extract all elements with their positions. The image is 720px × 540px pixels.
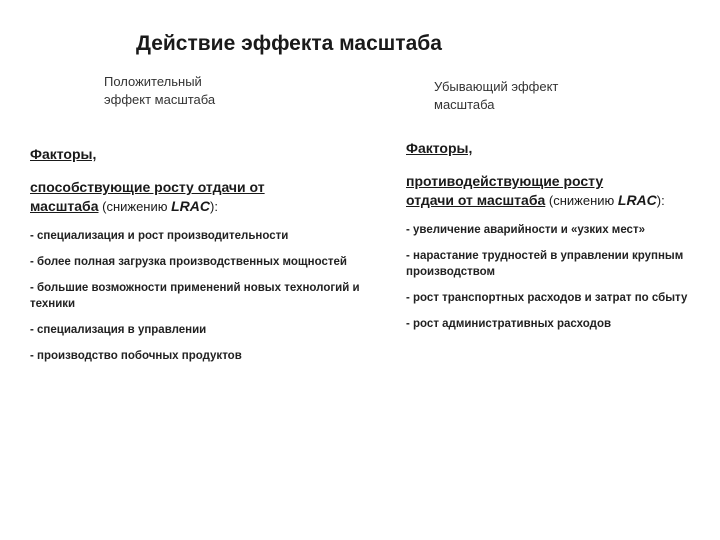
right-heading-paren-close: ): — [656, 193, 665, 208]
list-item: - более полная загрузка производственных мощностей — [30, 256, 347, 268]
left-subheading — [104, 73, 304, 109]
left-heading-lrac: LRAC — [171, 198, 211, 214]
list-item: - специализация и рост производительности — [30, 230, 289, 242]
left-column — [30, 146, 360, 374]
list-item: - специализация в управлении — [30, 324, 207, 336]
left-heading-paren-close: ): — [210, 199, 218, 214]
left-heading-line2: масштаба — [30, 198, 99, 214]
right-subheading — [434, 78, 634, 114]
right-factors-heading — [406, 172, 696, 210]
left-factor-list — [30, 228, 360, 364]
right-heading-line1: противодействующие росту — [406, 173, 604, 189]
left-factors-heading — [30, 178, 360, 216]
page-title: Действие эффекта масштаба — [136, 32, 442, 55]
left-subheading-line2: эффект масштаба — [104, 92, 216, 107]
list-item: - большие возможности применений новых технологий и техники — [30, 282, 360, 310]
right-heading-paren-open: (снижению — [545, 193, 618, 208]
right-subheading-line2: масштаба — [434, 97, 495, 112]
list-item: - нарастание трудностей в управлении крупным производством — [406, 250, 684, 278]
list-item: - производство побочных продуктов — [30, 350, 242, 362]
left-factors-label: Факторы, — [30, 146, 97, 162]
left-heading-line1: способствующие росту отдачи от — [30, 179, 265, 195]
right-heading-line2: отдачи от масштаба — [406, 192, 546, 208]
left-subheading-line1: Положительный — [104, 74, 202, 89]
list-item: - рост транспортных расходов и затрат по сбыту — [406, 292, 688, 304]
right-subheading-line1: Убывающий эффект — [434, 79, 559, 94]
right-heading-lrac: LRAC — [617, 192, 657, 208]
right-factor-list — [406, 222, 696, 332]
list-item: - увеличение аварийности и «узких мест» — [406, 224, 645, 236]
list-item: - рост административных расходов — [406, 318, 612, 330]
right-column — [406, 140, 696, 342]
left-heading-paren-open: (снижению — [98, 199, 172, 214]
right-factors-label: Факторы, — [406, 140, 473, 156]
